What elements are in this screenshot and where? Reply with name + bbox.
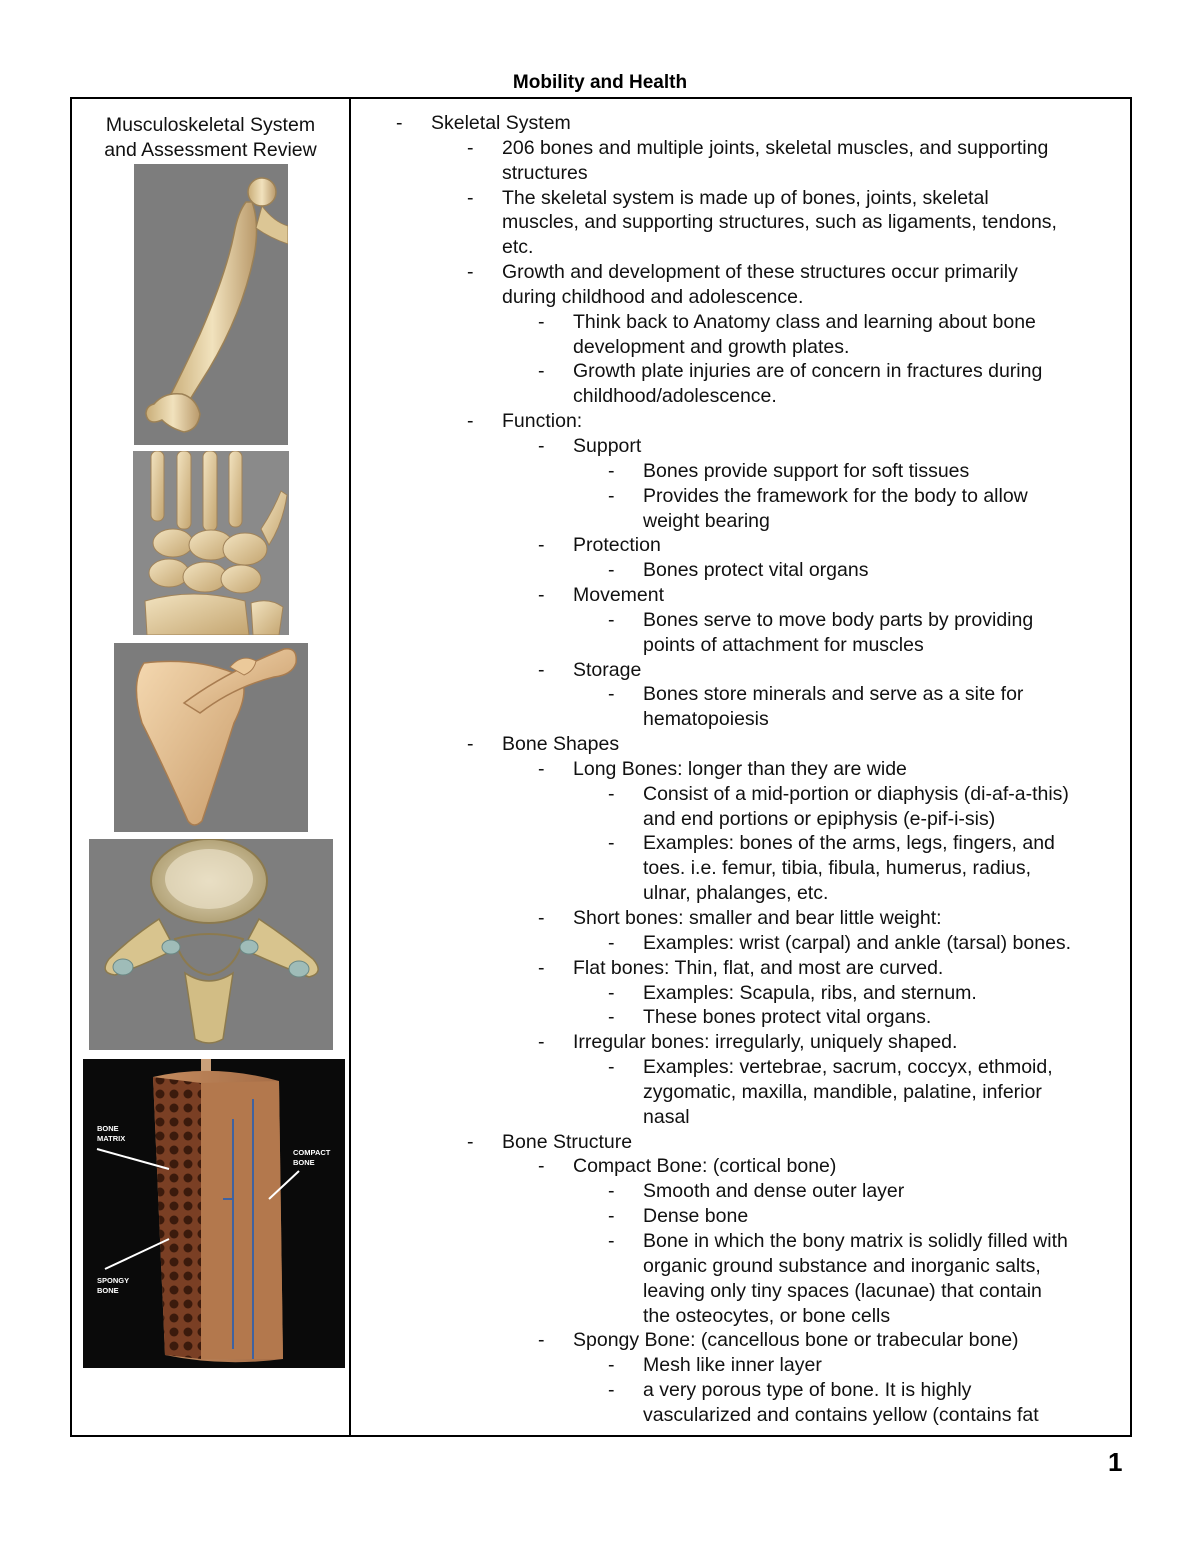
outline-line-text: points of attachment for muscles [643,633,924,656]
outline-line [0,533,1200,558]
outline-line [0,707,1200,732]
outline-line-text: Examples: Scapula, ribs, and sternum. [643,981,977,1004]
outline-line [0,161,1200,186]
outline-line-text: nasal [643,1105,690,1128]
outline-line-text: development and growth plates. [573,335,850,358]
outline-line [0,807,1200,832]
bullet-dash: - [538,956,545,979]
outline-line [0,1030,1200,1055]
bullet-dash: - [538,1155,545,1178]
outline-line-text: Function: [502,410,583,433]
outline-line-text: Smooth and dense outer layer [643,1180,905,1203]
skeletal-system-outline [0,111,1200,1428]
outline-line [0,409,1200,434]
outline-line-text: Think back to Anatomy class and learning about bone [573,310,1036,333]
outline-line-text: These bones protect vital organs. [643,1006,932,1029]
bullet-dash: - [608,1229,615,1252]
outline-line [0,732,1200,757]
outline-line-text: the osteocytes, or bone cells [643,1304,891,1327]
bullet-dash: - [608,981,615,1004]
outline-line [0,1055,1200,1080]
bullet-dash: - [467,261,474,284]
outline-line-text: Bones serve to move body parts by providing [643,608,1034,631]
outline-line-text: organic ground substance and inorganic salts, [643,1254,1041,1277]
outline-line [0,1304,1200,1329]
outline-line [0,956,1200,981]
outline-line-text: zygomatic, maxilla, mandible, palatine, inferior [643,1080,1042,1103]
bullet-dash: - [538,1031,545,1054]
outline-line-text: The skeletal system is made up of bones, joints, skeletal [502,186,989,209]
spongy-bone-label-line1: SPONGY [97,1276,130,1285]
outline-line [0,1080,1200,1105]
outline-line [0,682,1200,707]
outline-line [0,459,1200,484]
bullet-dash: - [608,683,615,706]
bullet-dash: - [467,1130,474,1153]
outline-line [0,1179,1200,1204]
outline-line-text: Consist of a mid-portion or diaphysis (di-af-a-this) [643,782,1069,805]
bullet-dash: - [608,1006,615,1029]
bullet-dash: - [608,1180,615,1203]
outline-line [0,111,1200,136]
outline-line [0,235,1200,260]
outline-line [0,1353,1200,1378]
document-title: Mobility and Health [512,72,688,93]
outline-line [0,1328,1200,1353]
outline-line-text: during childhood and adolescence. [502,285,804,308]
outline-line [0,1005,1200,1030]
bullet-dash: - [396,112,403,134]
outline-line-text: muscles, and supporting structures, such as ligaments, tendons, [502,211,1057,234]
outline-line [0,1105,1200,1130]
outline-line-text: a very porous type of bone. It is highly [643,1379,972,1402]
bullet-dash: - [608,931,615,954]
outline-line-text: Examples: vertebrae, sacrum, coccyx, ethmoid, [643,1056,1053,1079]
bullet-dash: - [608,1056,615,1079]
outline-line [0,509,1200,534]
outline-line-text: Growth plate injuries are of concern in fractures during [573,360,1043,383]
bullet-dash: - [608,832,615,855]
bullet-dash: - [608,1205,615,1228]
outline-line-text: Examples: bones of the arms, legs, fingers, and [643,832,1055,855]
outline-line [0,434,1200,459]
bone-matrix-label-line2: MATRIX [97,1134,126,1143]
outline-line-text: childhood/adolescence. [573,385,777,408]
bullet-dash: - [538,584,545,607]
outline-line-text: Examples: wrist (carpal) and ankle (tarsal) bones. [643,931,1072,954]
outline-line [0,136,1200,161]
outline-line-text: Protection [573,534,661,557]
bullet-dash: - [608,608,615,631]
outline-line [0,931,1200,956]
outline-line [0,583,1200,608]
outline-line-text: Bones store minerals and serve as a site for [643,683,1024,706]
outline-line-text: Bones protect vital organs [643,559,869,582]
bullet-dash: - [538,658,545,681]
outline-line [0,608,1200,633]
bullet-dash: - [538,907,545,929]
outline-line-text: weight bearing [643,509,770,532]
page-number: 1 [1108,1447,1123,1477]
outline-line-text: hematopoiesis [643,708,769,731]
outline-line-text: leaving only tiny spaces (lacunae) that contain [643,1279,1042,1302]
outline-line [0,1130,1200,1155]
outline-line-text: Dense bone [643,1205,749,1228]
outline-line-text: Long Bones: longer than they are wide [573,757,907,780]
outline-line-text: Mesh like inner layer [643,1354,822,1377]
outline-line [0,310,1200,335]
outline-line [0,881,1200,906]
left-heading-line-2: and Assessment Review [104,138,317,161]
outline-line-text: Bones provide support for soft tissues [643,459,970,482]
outline-line [0,1154,1200,1179]
bullet-dash: - [538,757,545,780]
outline-line [0,1204,1200,1229]
bullet-dash: - [467,733,474,756]
compact-bone-label-line1: COMPACT [293,1148,331,1157]
outline-line-text: Skeletal System [431,112,571,134]
outline-line [0,906,1200,931]
outline-line [0,1403,1200,1428]
outline-line-text: Support [573,434,642,457]
outline-line [0,484,1200,509]
outline-line-text: Compact Bone: (cortical bone) [573,1155,837,1178]
outline-line [0,831,1200,856]
bullet-dash: - [467,410,474,433]
outline-line [0,384,1200,409]
outline-line-text: etc. [502,236,534,259]
bullet-dash: - [608,1354,615,1377]
outline-line [0,633,1200,658]
outline-line-text: Short bones: smaller and bear little weight: [573,907,942,929]
outline-line-text: vascularized and contains yellow (contains fat [643,1403,1039,1426]
spongy-bone-label-line2: BONE [97,1286,119,1295]
bullet-dash: - [467,186,474,209]
bone-matrix-label-line1: BONE [97,1124,119,1133]
bullet-dash: - [538,434,545,457]
outline-line-text: structures [502,161,588,184]
bullet-dash: - [608,484,615,507]
outline-line-text: Bone Structure [502,1130,633,1153]
outline-line-text: Growth and development of these structures occur primarily [502,261,1018,284]
outline-line-text: Flat bones: Thin, flat, and most are curved. [573,956,944,979]
bullet-dash: - [538,310,545,333]
outline-line [0,335,1200,360]
bullet-dash: - [608,559,615,582]
bullet-dash: - [538,360,545,383]
outline-line-text: Bone in which the bony matrix is solidly filled with [643,1229,1068,1252]
outline-line-text: Provides the framework for the body to allow [643,484,1028,507]
outline-line-text: 206 bones and multiple joints, skeletal muscles, and supporting [502,136,1049,159]
outline-line [0,1279,1200,1304]
bullet-dash: - [467,136,474,159]
outline-line [0,1254,1200,1279]
bullet-dash: - [538,534,545,557]
outline-line-text: Irregular bones: irregularly, uniquely shaped. [573,1031,958,1054]
bullet-dash: - [608,1379,615,1402]
outline-line [0,285,1200,310]
outline-line [0,260,1200,285]
outline-line-text: Storage [573,658,642,681]
compact-bone-label-line2: BONE [293,1158,315,1167]
outline-line-text: Bone Shapes [502,733,620,756]
outline-line [0,558,1200,583]
left-heading-line-1: Musculoskeletal System [105,114,316,136]
bullet-dash: - [608,459,615,482]
outline-line-text: Movement [573,584,665,607]
outline-line-text: ulnar, phalanges, etc. [643,882,829,905]
outline-line [0,210,1200,235]
bullet-dash: - [538,1329,545,1352]
bullet-dash: - [608,782,615,805]
outline-line [0,658,1200,683]
outline-line [0,1229,1200,1254]
outline-line [0,359,1200,384]
outline-line [0,856,1200,881]
outline-line [0,981,1200,1006]
outline-line [0,782,1200,807]
outline-line-text: and end portions or epiphysis (e-pif-i-sis) [643,807,996,830]
outline-line [0,1378,1200,1403]
outline-line [0,186,1200,211]
outline-line-text: toes. i.e. femur, tibia, fibula, humerus, radius, [643,857,1032,880]
outline-line-text: Spongy Bone: (cancellous bone or trabecular bone) [573,1329,1019,1352]
outline-line [0,757,1200,782]
